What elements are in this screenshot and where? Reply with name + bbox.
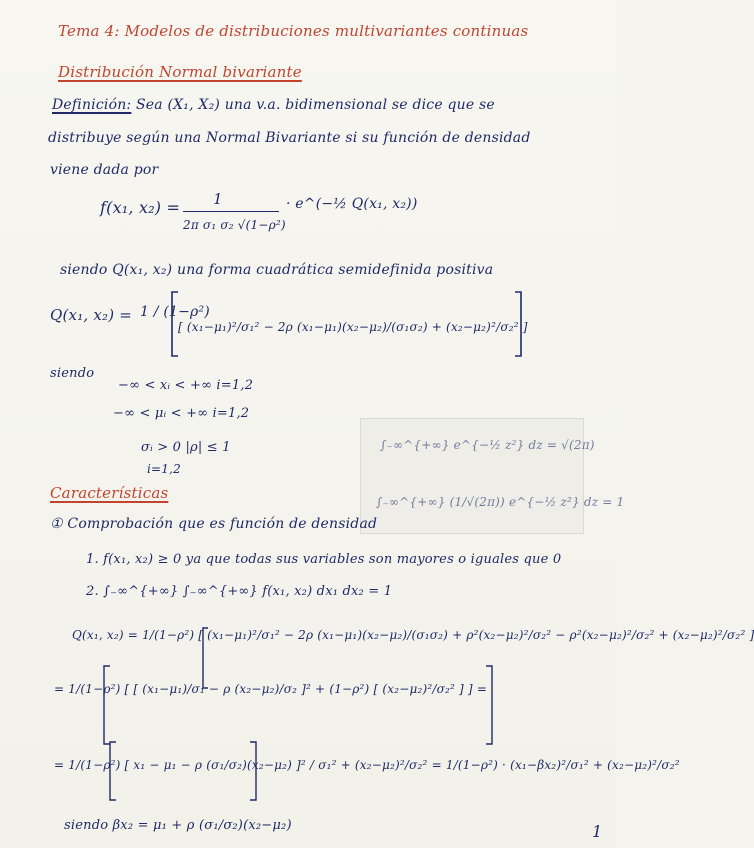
q-lhs: Q(x₁, x₂) =	[50, 306, 133, 324]
conditions-label: siendo	[50, 366, 95, 381]
condition-4: i=1,2	[147, 462, 181, 476]
definition-line-2: distribuye según una Normal Bivariante si su función de densidad	[48, 130, 531, 146]
characteristics-title: Características	[50, 484, 169, 502]
density-denominator: 2π σ₁ σ₂ √(1−ρ²)	[183, 218, 286, 232]
derivation-line-3: = 1/(1−ρ²) [ x₁ − μ₁ − ρ (σ₁/σ₂)(x₂−μ₂) ]² / σ₁² + (x₂−μ₂)²/σ₂² = 1/(1−ρ²) · (x₁−βx₂)²/σ₁² + (x₂−μ₂)²/σ₂²	[54, 758, 680, 772]
quadratic-intro: siendo Q(x₁, x₂) una forma cuadrática semidefinida positiva	[60, 262, 494, 278]
page-number: 1	[592, 822, 603, 841]
density-lhs: f(x₁, x₂) =	[100, 198, 181, 217]
definition-text-1: Sea (X₁, X₂) una v.a. bidimensional se dice que se	[136, 97, 495, 113]
derivation-line-4: siendo βx₂ = μ₁ + ρ (σ₁/σ₂)(x₂−μ₂)	[64, 818, 292, 833]
derivation-line-2: = 1/(1−ρ²) [ [ (x₁−μ₁)/σ₁ − ρ (x₂−μ₂)/σ₂ ]² + (1−ρ²) [ (x₂−μ₂)²/σ₂² ] ] =	[54, 682, 488, 696]
characteristics-sub-1: 1. f(x₁, x₂) ≥ 0 ya que todas sus variables son mayores o iguales que 0	[86, 552, 562, 567]
definition-line-1	[52, 97, 495, 113]
density-numerator: 1	[213, 190, 223, 208]
section-subtitle: Distribución Normal bivariante	[58, 63, 302, 81]
density-fraction-bar	[183, 211, 279, 212]
side-note-integral-2: ∫₋∞^{+∞} (1/√(2π)) e^{−½ z²} dz = 1	[376, 495, 625, 509]
tema-label: Tema 4:	[58, 22, 120, 40]
margin-note-box	[360, 418, 584, 534]
characteristics-sub-2: 2. ∫₋∞^{+∞} ∫₋∞^{+∞} f(x₁, x₂) dx₁ dx₂ = 1	[86, 584, 393, 599]
q-bracket: [ (x₁−μ₁)²/σ₁² − 2ρ (x₁−μ₁)(x₂−μ₂)/(σ₁σ₂) + (x₂−μ₂)²/σ₂² ]	[178, 320, 528, 334]
condition-3: σᵢ > 0 |ρ| ≤ 1	[141, 440, 231, 455]
title-text: Modelos de distribuciones multivariantes continuas	[124, 22, 529, 40]
definition-line-3: viene dada por	[50, 162, 159, 178]
characteristics-item-1: ① Comprobación que es función de densidad	[50, 516, 378, 532]
condition-1: −∞ < xᵢ < +∞ i=1,2	[118, 378, 254, 393]
definition-label: Definición:	[52, 97, 132, 113]
derivation-line-1: Q(x₁, x₂) = 1/(1−ρ²) [ (x₁−μ₁)²/σ₁² − 2ρ (x₁−μ₁)(x₂−μ₂)/(σ₁σ₂) + ρ²(x₂−μ₂)²/σ₂² − ρ²(x₂−μ₂)²/σ₂² + (x₂−μ₂)²/σ₂² ]	[72, 628, 754, 642]
side-note-integral-1: ∫₋∞^{+∞} e^{−½ z²} dz = √(2π)	[380, 438, 595, 452]
density-exponential: · e^(−½ Q(x₁, x₂))	[286, 196, 418, 212]
page-title	[58, 22, 528, 40]
condition-2: −∞ < μᵢ < +∞ i=1,2	[113, 406, 250, 421]
q-prefactor: 1 / (1−ρ²)	[140, 304, 210, 320]
